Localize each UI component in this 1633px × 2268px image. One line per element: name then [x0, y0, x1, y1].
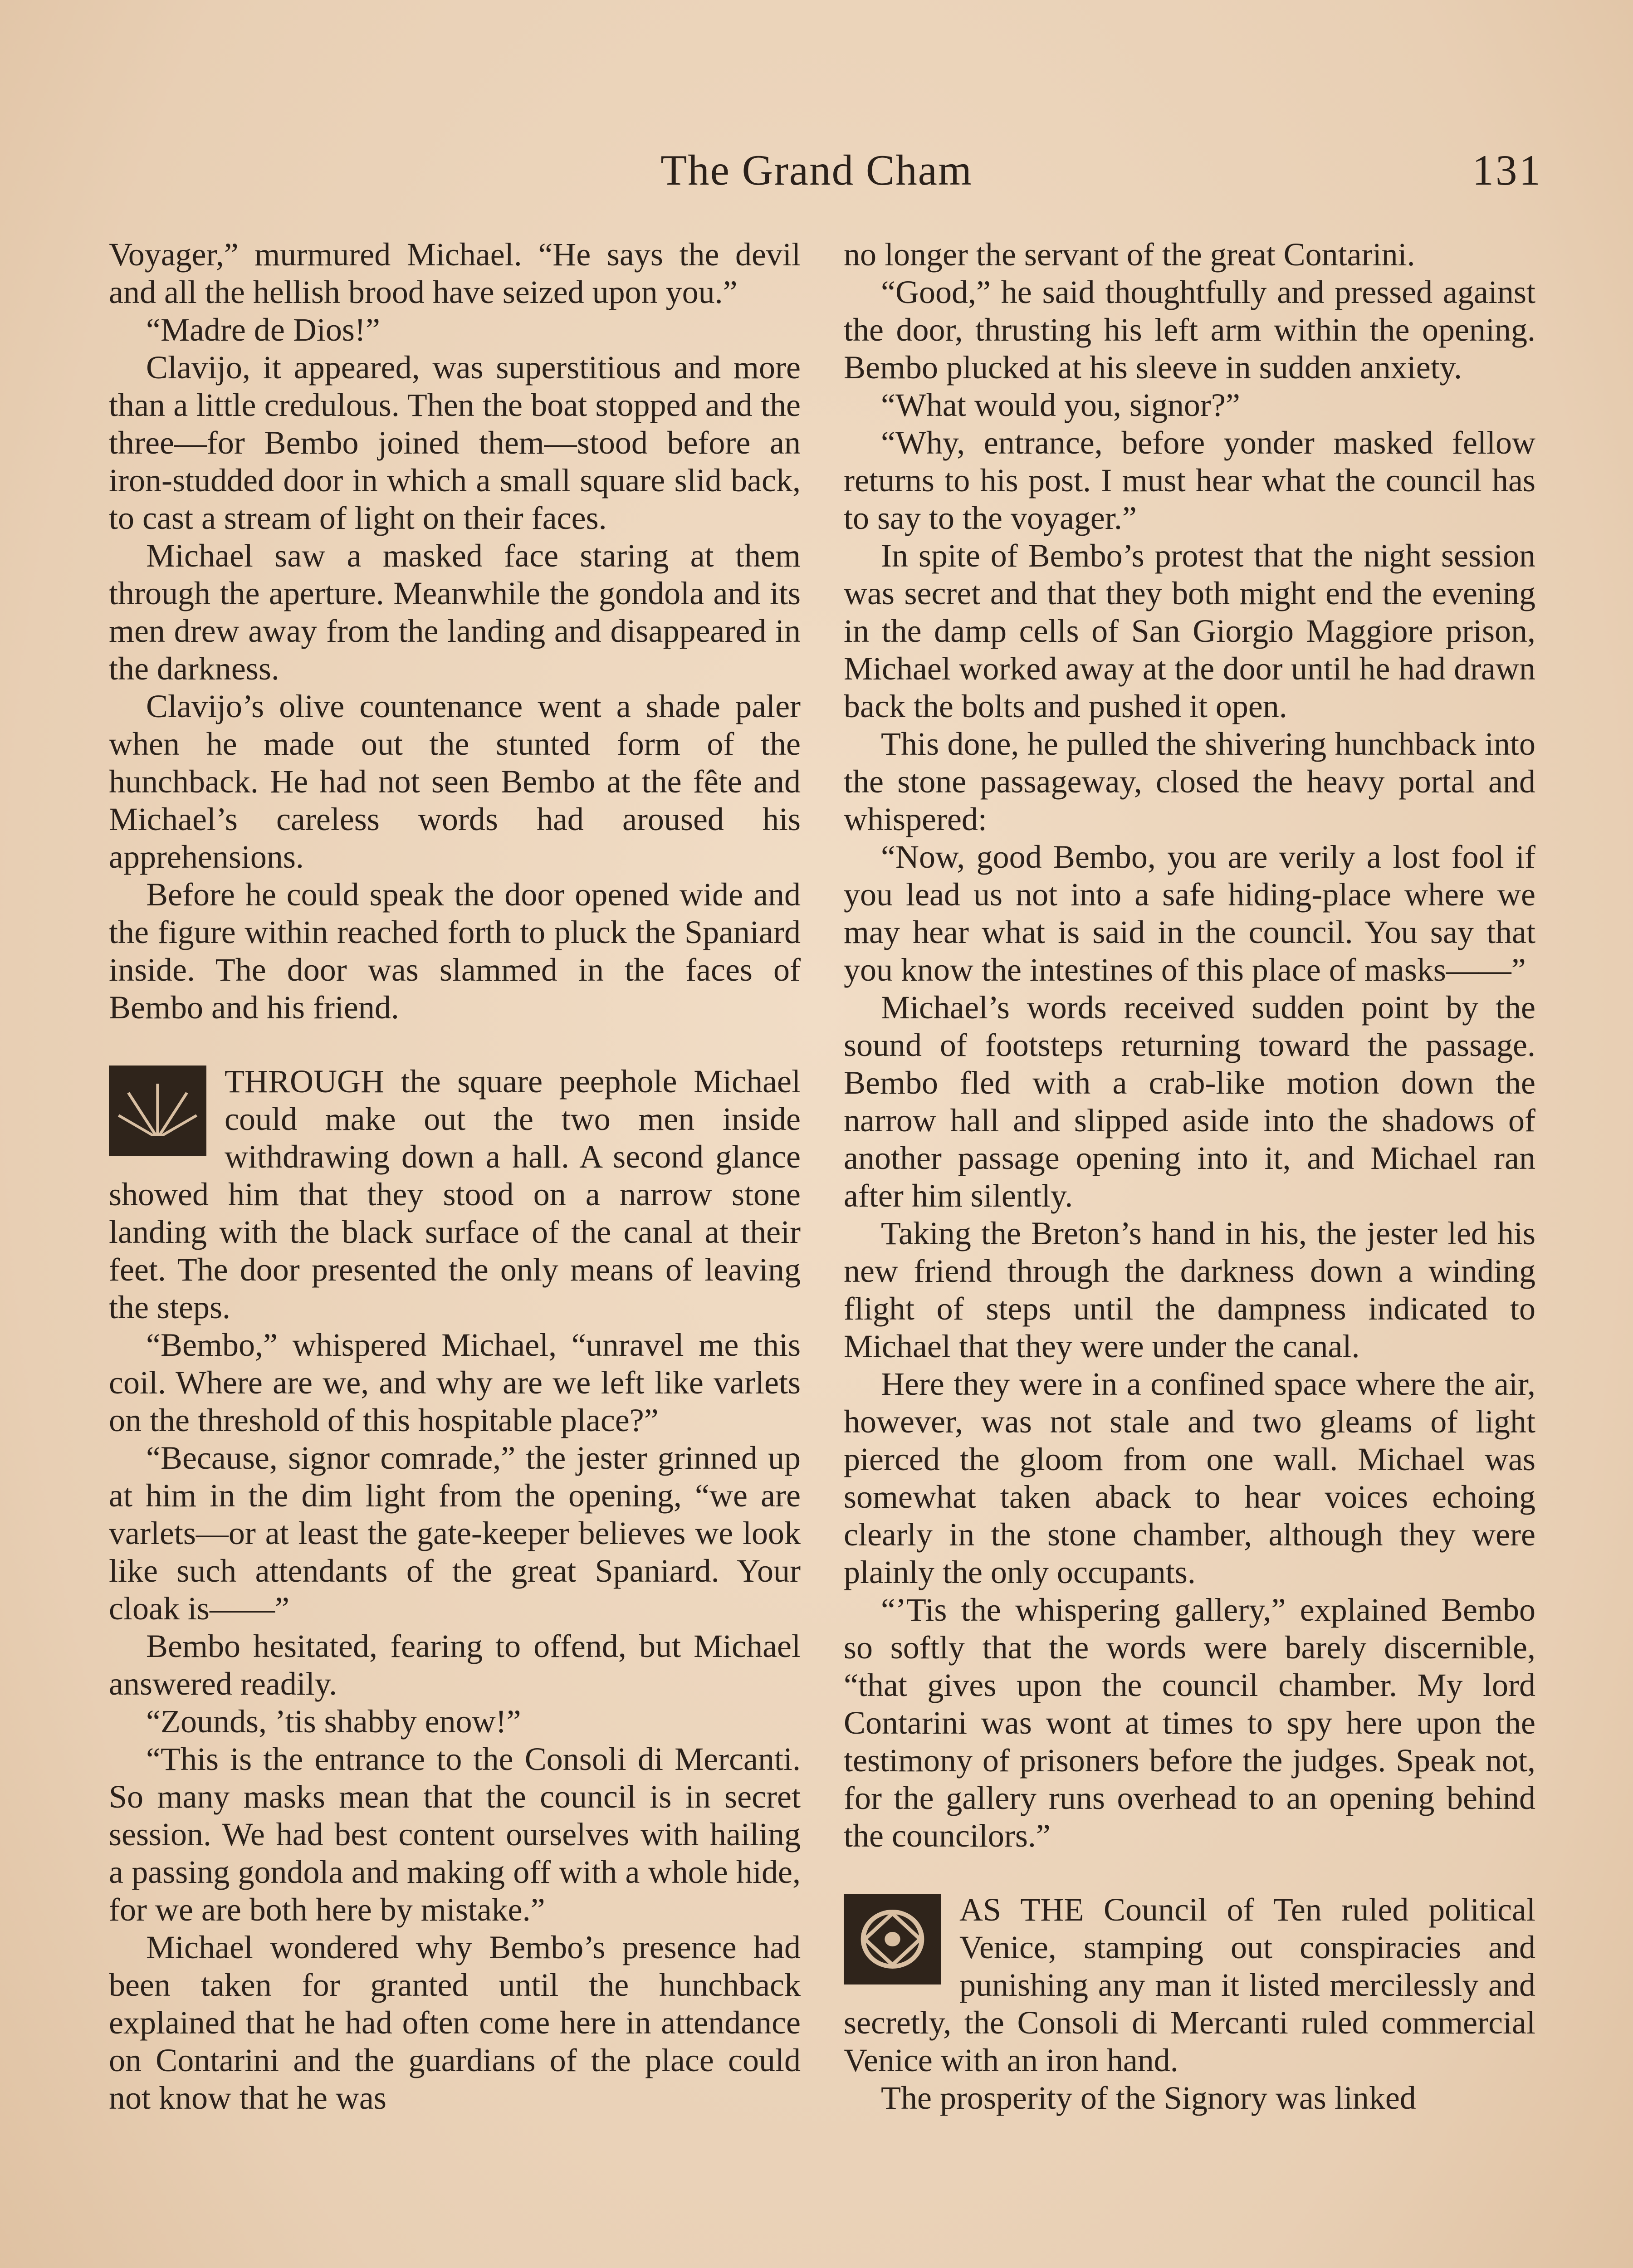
paragraph: “Now, good Bembo, you are verily a lost fool if you lead us not into a safe hiding-place where we may hear what is said in the council. You say that you know the intestines of this place of masks——”: [844, 839, 1535, 988]
paragraph: “’Tis the whispering gallery,” explained Bembo so softly that the words were barely discernible, “that gives upon the council chamber. My lord Contarini was wont at times to spy here upon the testimony of prisoners before the judges. Speak not, for the gallery runs overhead to an opening behind the councilors.”: [844, 1592, 1535, 1854]
section-break: [844, 1891, 1535, 2079]
paragraph: “Because, signor comrade,” the jester grinned up at him in the dim light from the opening, “we are varlets—or at least the gate-keeper believes we look like such attendants of the great Spaniard. Your cloak is——”: [109, 1440, 801, 1627]
paragraph: THROUGH the square peephole Michael could make out the two men inside withdrawing down a hall. A second glance showed him that they stood on a narrow stone landing with the black surface of the canal at their feet. The door presented the only means of leaving the steps.: [109, 1063, 801, 1325]
left-column: [109, 236, 801, 2268]
sunburst-ornament-icon: [109, 1066, 206, 1156]
paragraph: AS THE Council of Ten ruled political Venice, stamping out conspiracies and punishing any man it listed mercilessly and secretly, the Consoli di Mercanti ruled commercial Venice with an iron hand.: [844, 1892, 1535, 2078]
right-column: [844, 236, 1535, 2268]
paragraph: no longer the servant of the great Contarini.: [844, 236, 1415, 273]
paragraph: Taking the Breton’s hand in his, the jester led his new friend through the darkness down a winding flight of steps until the dampness indicated to Michael that they were under the canal.: [844, 1215, 1535, 1364]
paragraph: “Why, entrance, before yonder masked fellow returns to his post. I must hear what the council has to say to the voyager.”: [844, 425, 1535, 536]
paragraph: “This is the entrance to the Consoli di Mercanti. So many masks mean that the council is in secret session. We had best content ourselves with hailing a passing gondola and making off with a whole hide, for we are both here by mistake.”: [109, 1741, 801, 1928]
section-break: [109, 1063, 801, 1326]
knot-ornament-icon: [844, 1894, 941, 1984]
paragraph: Michael wondered why Bembo’s presence had been taken for granted until the hunchback explained that he had often come here in attendance on Contarini and the guardians of the place could not know that he was: [109, 1929, 801, 2116]
paragraph: “Good,” he said thoughtfully and pressed against the door, thrusting his left arm within the opening. Bembo plucked at his sleeve in sudden anxiety.: [844, 274, 1535, 386]
paragraph: Here they were in a confined space where the air, however, was not stale and two gleams of light pierced the gloom from one wall. Michael was somewhat taken aback to hear voices echoing clearly in the stone chamber, although they were plainly the only occupants.: [844, 1366, 1535, 1590]
paragraph: In spite of Bembo’s protest that the night session was secret and that they both might end the evening in the damp cells of San Giorgio Maggiore prison, Michael worked away at the door until he had drawn back the bolts and pushed it open.: [844, 538, 1535, 724]
paragraph: Clavijo, it appeared, was superstitious and more than a little credulous. Then the boat stopped and the three—for Bembo joined them—stood before an iron-studded door in which a small square slid back, to cast a stream of light on their faces.: [109, 349, 801, 536]
paragraph: Michael saw a masked face staring at them through the aperture. Meanwhile the gondola and its men drew away from the landing and disappeared in the darkness.: [109, 538, 801, 687]
paragraph: “What would you, signor?”: [881, 387, 1240, 423]
page-number: 131: [1472, 146, 1542, 194]
paragraph: This done, he pulled the shivering hunchback into the stone passageway, closed the heavy portal and whispered:: [844, 726, 1535, 837]
paragraph: The prosperity of the Signory was linked: [881, 2080, 1416, 2116]
paragraph: “Zounds, ’tis shabby enow!”: [146, 1703, 521, 1740]
paragraph: “Madre de Dios!”: [146, 312, 380, 348]
paragraph: Before he could speak the door opened wide and the figure within reached forth to pluck the Spaniard inside. The door was slammed in the faces of Bembo and his friend.: [109, 876, 801, 1026]
paragraph: Michael’s words received sudden point by the sound of footsteps returning toward the passage. Bembo fled with a crab-like motion down the narrow hall and slipped aside into the shadows of another passage opening into it, and Michael ran after him silently.: [844, 989, 1535, 1214]
paragraph: Voyager,” murmured Michael. “He says the devil and all the hellish brood have seized upon you.”: [109, 236, 801, 310]
paragraph: Bembo hesitated, fearing to offend, but Michael answered readily.: [109, 1628, 801, 1702]
paragraph: “Bembo,” whispered Michael, “unravel me this coil. Where are we, and why are we left like varlets on the threshold of this hospitable place?”: [109, 1327, 801, 1438]
running-head-title: The Grand Cham: [660, 146, 973, 194]
paragraph: Clavijo’s olive countenance went a shade paler when he made out the stunted form of the hunchback. He had not seen Bembo at the fête and Michael’s careless words had aroused his apprehensions.: [109, 688, 801, 875]
